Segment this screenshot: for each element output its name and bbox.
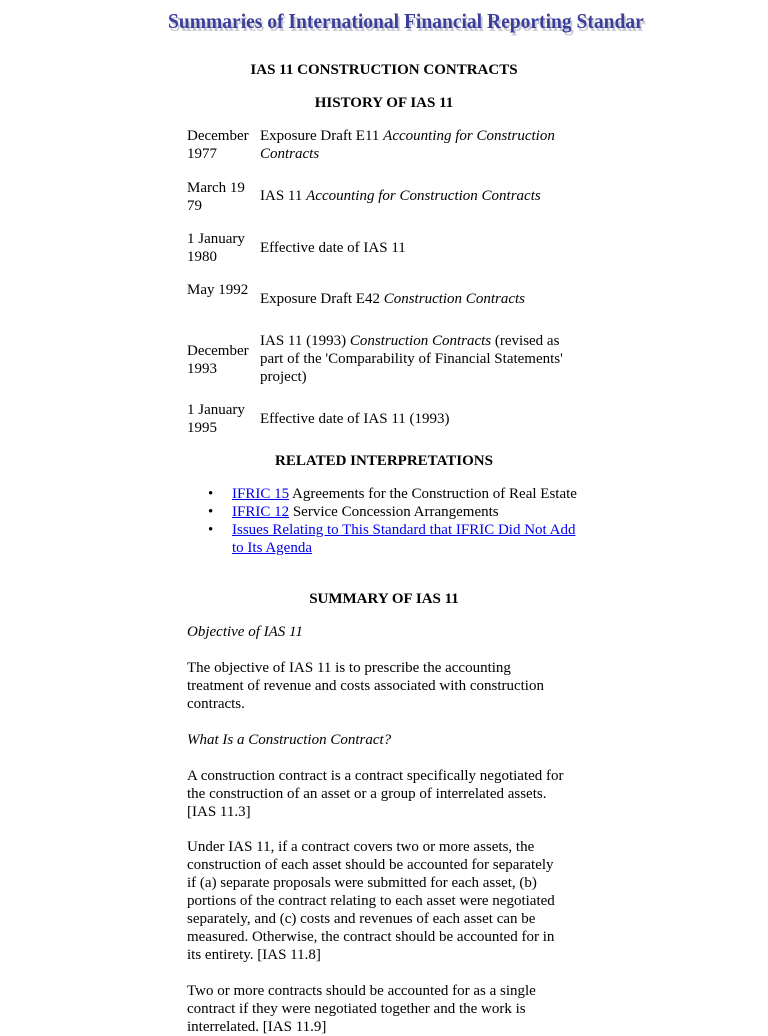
ifric-15-link[interactable]: IFRIC 15 <box>232 486 290 502</box>
interpretations-heading: RELATED INTERPRETATIONS <box>275 453 493 469</box>
bullet-icon: • <box>208 504 214 520</box>
bullet-icon: • <box>208 486 214 502</box>
issues-not-added-link[interactable]: Issues Relating to This Standard that IFRIC Did Not Add to Its Agenda <box>232 522 576 556</box>
history-description: IAS 11 (1993) Construction Contracts (revised as part of the 'Comparability of Financial Statements' project) <box>260 333 563 385</box>
history-date: December 1993 <box>187 343 249 377</box>
ifric-12-link[interactable]: IFRIC 12 <box>232 504 290 520</box>
bullet-icon: • <box>208 522 214 538</box>
list-item <box>187 521 587 557</box>
history-description: Effective date of IAS 11 <box>260 240 406 256</box>
history-date: 1 January 1995 <box>187 402 245 436</box>
objective-heading: Objective of IAS 11 <box>187 624 303 640</box>
history-date: May 1992 <box>187 282 249 298</box>
history-description: Exposure Draft E42 Construction Contracts <box>260 291 525 307</box>
combined-contracts-paragraph: Two or more contracts should be accounted for as a single contract if they were negotiated together and the work is interrelated. [IAS 11.9] <box>187 983 536 1035</box>
interpretations-list <box>187 485 587 557</box>
history-date: March 1979 <box>187 180 245 214</box>
separate-assets-paragraph: Under IAS 11, if a contract covers two or more assets, the construction of each asset should be accounted for separately if (a) separate proposals were submitted for each asset, (b) portions of the contract relating to each asset were negotiated separately, and (c) costs and revenues of each asset can be measured. Otherwise, the contract should be accounted for in its entirety. [IAS 11.8] <box>187 839 555 963</box>
history-heading: HISTORY OF IAS 11 <box>314 95 454 111</box>
definition-paragraph: A construction contract is a contract specifically negotiated for the construction of an asset or a group of interrelated assets. [IAS 11.3] <box>187 768 564 820</box>
list-item: • IFRIC 12 Service Concession Arrangements <box>208 504 499 520</box>
objective-paragraph: The objective of IAS 11 is to prescribe the accounting treatment of revenue and costs associated with construction contracts. <box>187 660 544 712</box>
history-date: December 1977 <box>187 128 249 162</box>
list-item: • IFRIC 15 Agreements for the Construction of Real Estate <box>208 486 577 502</box>
history-description: Exposure Draft E11 Accounting for Construction Contracts <box>260 128 555 162</box>
summary-heading: SUMMARY OF IAS 11 <box>309 591 459 607</box>
site-banner: Summaries of International Financial Reporting Standar <box>168 9 644 33</box>
page-title: IAS 11 CONSTRUCTION CONTRACTS <box>250 62 518 78</box>
history-date: 1 January 1980 <box>187 231 245 265</box>
history-description: IAS 11 Accounting for Construction Contracts <box>260 188 541 204</box>
what-heading: What Is a Construction Contract? <box>187 732 392 748</box>
history-description: Effective date of IAS 11 (1993) <box>260 411 450 427</box>
